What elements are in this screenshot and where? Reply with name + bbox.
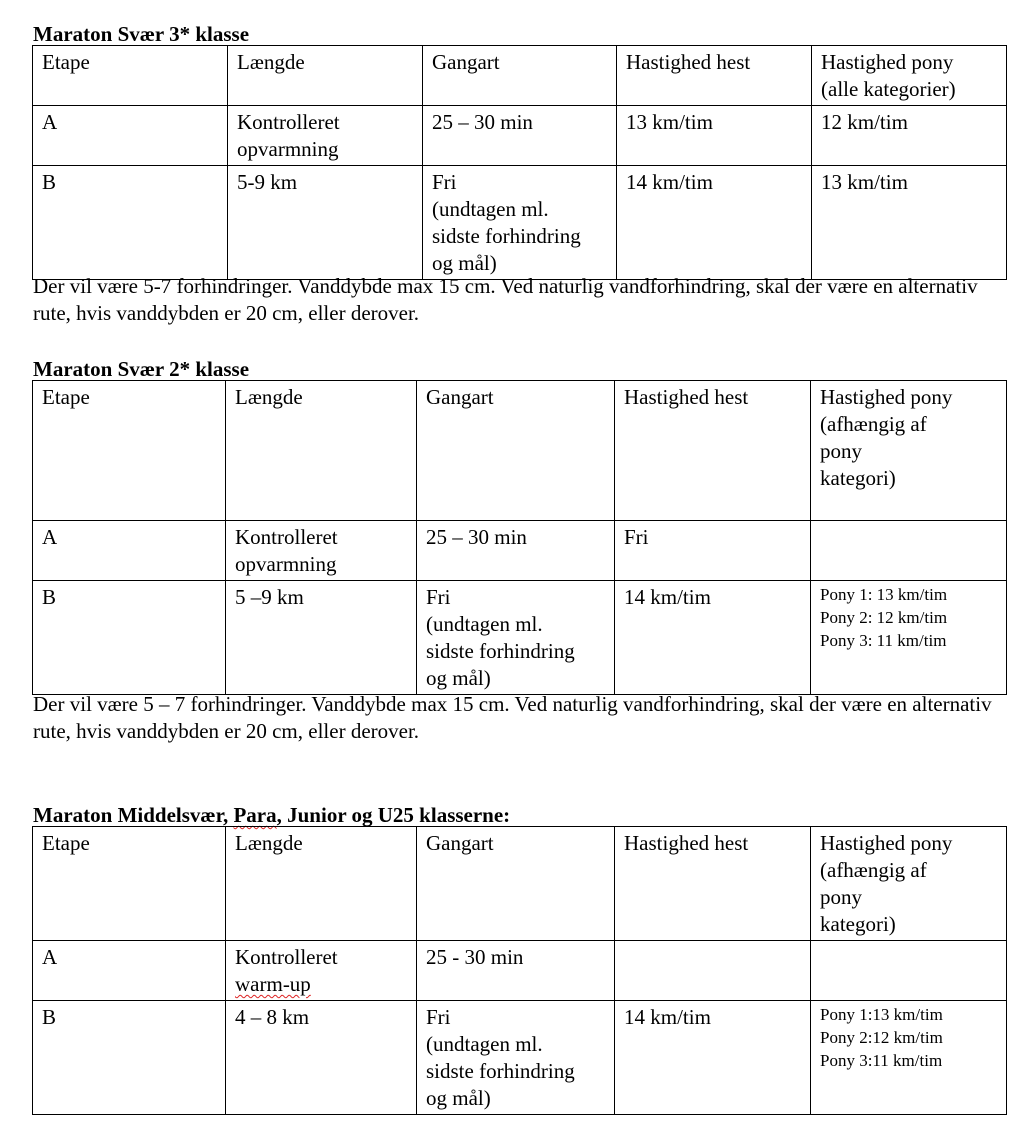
header-cell: Længde [226,381,417,521]
header-cell: Hastighed hest [615,827,811,941]
table-cell: 14 km/tim [615,581,811,695]
section1-note: Der vil være 5-7 forhindringer. Vanddybde max 15 cm. Ved naturlig vandforhindring, skal der være en alternativ rute, hvis vanddybden er 20 cm, eller derover. [33,274,978,325]
table-cell: 13 km/tim [812,166,1007,280]
table-cell: Kontrolleret opvarmning [228,106,423,166]
table-cell: A [33,106,228,166]
table-cell: Kontrolleret warm-up [226,941,417,1001]
table-cell [615,941,811,1001]
table-cell: 25 – 30 min [423,106,617,166]
table-cell: Fri (undtagen ml. sidste forhindring og mål) [423,166,617,280]
section1-title: Maraton Svær 3* klasse [33,22,250,46]
table-cell: 25 – 30 min [417,521,615,581]
header-cell: Hastighed pony (afhængig af pony kategori) [811,381,1007,521]
table-cell: B [33,166,228,280]
header-cell: Gangart [423,46,617,106]
table-cell [811,521,1007,581]
table-cell: Fri (undtagen ml. sidste forhindring og mål) [417,581,615,695]
table-cell: Pony 1:13 km/tim Pony 2:12 km/tim Pony 3:11 km/tim [811,1001,1007,1115]
table-cell: A [33,941,226,1001]
table-cell: 5 –9 km [226,581,417,695]
table-cell: Fri (undtagen ml. sidste forhindring og mål) [417,1001,615,1115]
section3-table [32,826,1007,1115]
table-cell: Pony 1: 13 km/tim Pony 2: 12 km/tim Pony 3: 11 km/tim [811,581,1007,695]
table-cell [811,941,1007,1001]
section1-table [32,45,1007,280]
section2-title: Maraton Svær 2* klasse [33,357,250,381]
table-cell: 25 - 30 min [417,941,615,1001]
header-cell: Længde [228,46,423,106]
table-row [33,1001,1007,1115]
header-cell: Hastighed pony (afhængig af pony kategori) [811,827,1007,941]
header-cell: Gangart [417,381,615,521]
table-cell: 5-9 km [228,166,423,280]
header-cell: Etape [33,381,226,521]
table-cell: B [33,581,226,695]
table-cell: 12 km/tim [812,106,1007,166]
table-cell: A [33,521,226,581]
header-cell: Hastighed hest [617,46,812,106]
table-header-row [33,827,1007,941]
table-row [33,941,1007,1001]
header-cell: Hastighed hest [615,381,811,521]
table-cell: Fri [615,521,811,581]
header-cell: Etape [33,46,228,106]
header-cell: Gangart [417,827,615,941]
table-cell: 4 – 8 km [226,1001,417,1115]
table-row [33,106,1007,166]
header-cell: Hastighed pony (alle kategorier) [812,46,1007,106]
header-cell: Etape [33,827,226,941]
table-cell: Kontrolleret opvarmning [226,521,417,581]
table-cell: 13 km/tim [617,106,812,166]
table-header-row [33,381,1007,521]
section2-note: Der vil være 5 – 7 forhindringer. Vanddybde max 15 cm. Ved naturlig vandforhindring, skal der være en alternativ rute, hvis vanddybden er 20 cm, eller derover. [33,692,992,743]
section3-title: Maraton Middelsvær, Para, Junior og U25 klasserne: [33,803,511,827]
header-cell: Længde [226,827,417,941]
table-cell: 14 km/tim [615,1001,811,1115]
table-row [33,166,1007,280]
table-cell: B [33,1001,226,1115]
table-row [33,521,1007,581]
table-header-row [33,46,1007,106]
section2-table [32,380,1007,695]
table-cell: 14 km/tim [617,166,812,280]
table-row [33,581,1007,695]
